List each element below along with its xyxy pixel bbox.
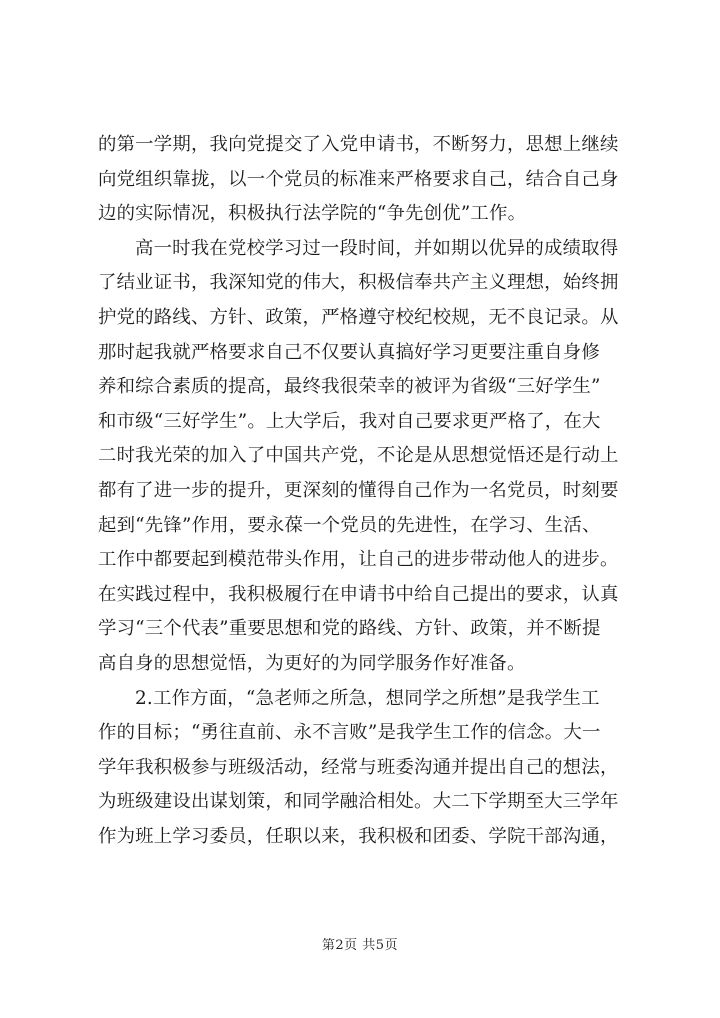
page-number-footer: 第2页 共5页: [321, 938, 399, 953]
text-line: 学习“三个代表”重要思想和党的路线、方针、政策，并不断提: [98, 618, 601, 640]
text-line: 在实践过程中，我积极履行在申请书中给自己提出的要求，认真: [98, 583, 619, 605]
text-line: 作为班上学习委员，任职以来，我积极和团委、学院干部沟通，: [98, 825, 619, 847]
text-line: 为班级建设出谋划策，和同学融洽相处。大二下学期至大三学年: [98, 791, 619, 813]
paragraph-start-line: 2.工作方面，“急老师之所急，想同学之所想”是我学生工: [135, 687, 600, 709]
text-line: 二时我光荣的加入了中国共产党，不论是从思想觉悟还是行动上: [98, 445, 619, 467]
text-line: 的第一学期，我向党提交了入党申请书，不断努力，思想上继续: [98, 134, 619, 155]
text-line: 都有了进一步的提升，更深刻的懂得自己作为一名党员，时刻要: [98, 479, 619, 501]
text-line: 了结业证书，我深知党的伟大，积极信奉共产主义理想，始终拥: [98, 272, 619, 294]
text-line: 高自身的思想觉悟，为更好的为同学服务作好准备。: [98, 652, 526, 674]
text-line: 起到“先锋”作用，要永葆一个党员的先进性，在学习、生活、: [98, 514, 601, 536]
text-line: 和市级“三好学生”。上大学后，我对自己要求更严格了，在大: [98, 410, 601, 432]
text-line: 养和综合素质的提高，最终我很荣幸的被评为省级“三好学生”: [98, 376, 601, 398]
text-line: 护党的路线、方针、政策，严格遵守校纪校规，无不良记录。从: [98, 306, 619, 328]
text-line: 学年我积极参与班级活动，经常与班委沟通并提出自己的想法，: [98, 756, 619, 778]
text-line: 那时起我就严格要求自己不仅要认真搞好学习更要注重自身修: [98, 341, 600, 363]
body-text: [98, 128, 634, 854]
text-line: 向党组织靠拢，以一个党员的标准来严格要求自己，结合自己身: [98, 168, 619, 190]
text-line: 工作中都要起到模范带头作用，让自己的进步带动他人的进步。: [98, 549, 619, 571]
text-line: 边的实际情况，积极执行法学院的“争先创优”工作。: [98, 203, 527, 225]
text-line: 作的目标；“勇往直前、永不言败”是我学生工作的信念。大一: [98, 722, 601, 744]
paragraph-start-line: 高一时我在党校学习过一段时间，并如期以优异的成绩取得: [135, 237, 619, 259]
